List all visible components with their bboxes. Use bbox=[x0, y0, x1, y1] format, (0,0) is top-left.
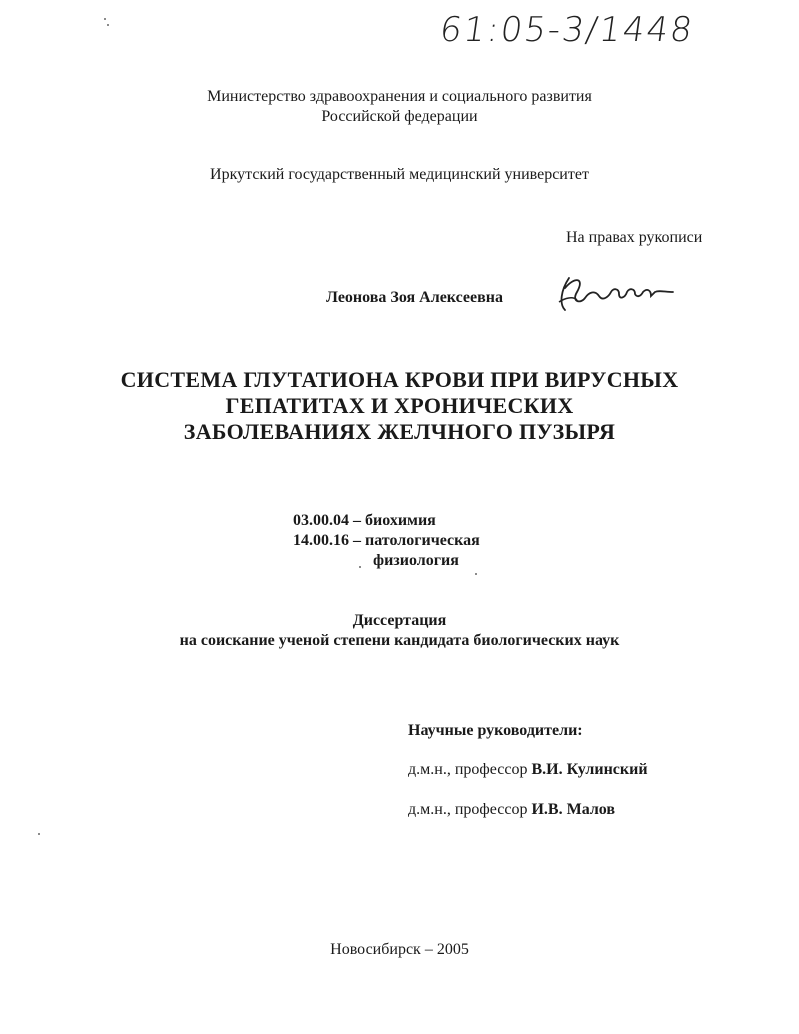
supervisor-degree: д.м.н., профессор bbox=[408, 801, 528, 818]
supervisor-name: И.В. Малов bbox=[531, 801, 616, 818]
university-name: Иркутский государственный медицинский университет bbox=[210, 166, 589, 183]
supervisor-name: В.И. Кулинский bbox=[531, 761, 648, 778]
supervisor-degree: д.м.н., профессор bbox=[408, 761, 528, 778]
dissertation-purpose: на соискание ученой степени кандидата биологических наук bbox=[179, 632, 620, 649]
specialty-line-1: 03.00.04 – биохимия bbox=[293, 512, 436, 529]
ministry-line-2: Российской федерации bbox=[321, 108, 478, 125]
archive-code: 61:05-3/1448 bbox=[437, 10, 697, 50]
specialty-line-3: физиология bbox=[373, 552, 459, 569]
scan-speck bbox=[475, 573, 477, 575]
scan-speck bbox=[38, 833, 40, 835]
supervisor-entry-1 bbox=[408, 759, 648, 780]
supervisor-entry-2 bbox=[408, 799, 615, 820]
specialty-line-2: 14.00.16 – патологическая bbox=[293, 532, 480, 549]
title-line-3: ЗАБОЛЕВАНИЯХ ЖЕЛЧНОГО ПУЗЫРЯ bbox=[183, 419, 616, 444]
city-year: Новосибирск – 2005 bbox=[330, 941, 469, 958]
author-name: Леонова Зоя Алексеевна bbox=[326, 289, 503, 306]
manuscript-note: На правах рукописи bbox=[566, 229, 703, 246]
dissertation-heading: Диссертация bbox=[352, 612, 447, 629]
scan-speck bbox=[359, 566, 361, 568]
title-line-1: СИСТЕМА ГЛУТАТИОНА КРОВИ ПРИ ВИРУСНЫХ bbox=[120, 367, 679, 392]
ministry-line-1: Министерство здравоохранения и социального развития bbox=[207, 88, 592, 105]
scan-speck bbox=[104, 18, 106, 20]
scan-speck bbox=[107, 24, 109, 26]
supervisors-heading: Научные руководители: bbox=[408, 722, 583, 739]
title-line-2: ГЕПАТИТАХ И ХРОНИЧЕСКИХ bbox=[225, 393, 574, 418]
signature-image bbox=[555, 268, 680, 316]
